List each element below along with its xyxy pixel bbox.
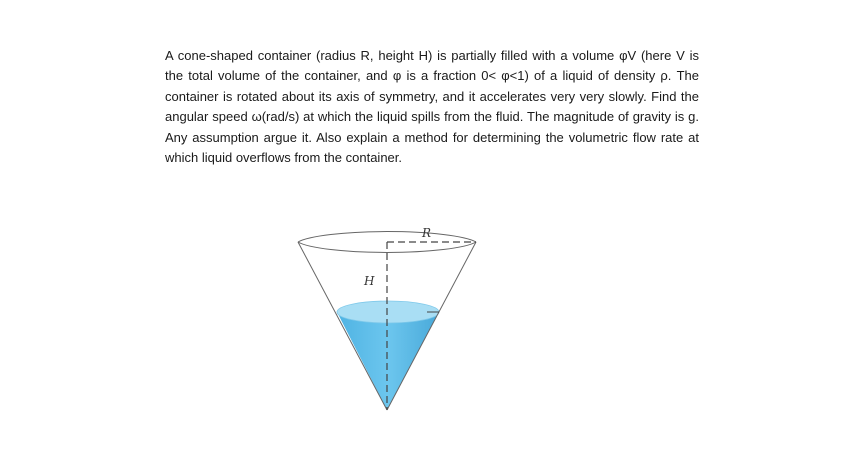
problem-statement: A cone-shaped container (radius R, height H) is partially filled with a volume φV (here V is the total volume of the container, and φ is a fraction 0< φ<1) of a liquid of density ρ. The container is rotated about its axis of symmetry, and it accelerates very very slowly. Find the angular speed ω(rad/s) at which the liquid spills from the fluid. The magnitude of gravity is g. Any assumption argue it. Also explain a method for determining the volumetric flow rate at which liquid overflows from the container. xyxy=(165,48,699,166)
liquid-surface xyxy=(337,301,439,323)
cone-container-figure xyxy=(290,215,490,415)
liquid-body xyxy=(337,312,439,410)
label-height: H xyxy=(364,274,375,288)
cone-rim-back xyxy=(298,232,476,242)
label-radius: R xyxy=(422,226,432,240)
